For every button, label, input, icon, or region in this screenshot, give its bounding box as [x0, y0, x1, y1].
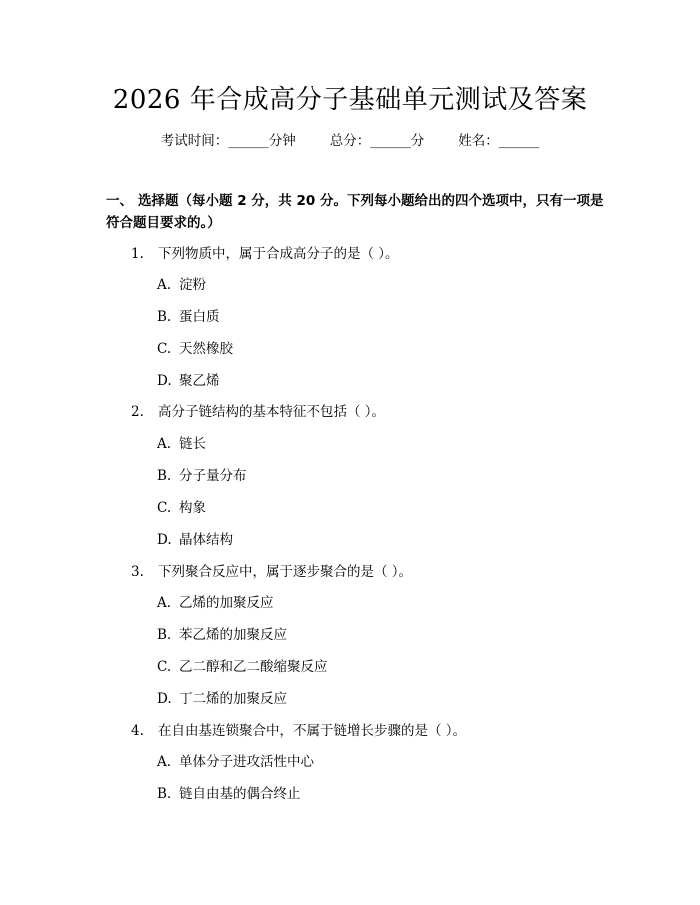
question-text: 下列聚合反应中，属于逐步聚合的是（ ）。 [158, 564, 413, 580]
option-letter: B. [157, 309, 172, 325]
option-text: 晶体结构 [179, 532, 233, 548]
option-text: 乙二醇和乙二酸缩聚反应 [179, 659, 328, 675]
option-2b [157, 466, 247, 486]
option-3d [157, 689, 287, 709]
question-4 [131, 721, 466, 741]
option-letter: C. [157, 500, 172, 516]
page-title: 2026 年合成高分子基础单元测试及答案 [112, 85, 588, 115]
option-letter: B. [157, 627, 172, 643]
exam-total-score: 总分：______分 [329, 133, 425, 149]
option-2a [157, 434, 206, 454]
question-text: 下列物质中，属于合成高分子的是（ ）。 [158, 246, 399, 262]
option-2d [157, 530, 233, 550]
option-text: 苯乙烯的加聚反应 [179, 627, 287, 643]
option-3b [157, 625, 287, 645]
option-letter: D. [157, 532, 172, 548]
option-text: 构象 [179, 500, 206, 516]
section-heading [106, 190, 606, 234]
option-letter: C. [157, 659, 172, 675]
option-text: 链自由基的偶合终止 [179, 786, 301, 802]
option-text: 蛋白质 [179, 309, 220, 325]
option-text: 链长 [179, 436, 206, 452]
option-1b [157, 307, 220, 327]
question-3 [131, 562, 412, 582]
option-letter: B. [157, 786, 172, 802]
option-letter: A. [157, 754, 172, 770]
option-1c [157, 339, 233, 359]
option-letter: D. [157, 373, 172, 389]
exam-time: 考试时间：______分钟 [160, 133, 296, 149]
question-1 [131, 244, 399, 264]
question-text: 在自由基连锁聚合中，不属于链增长步骤的是（ ）。 [158, 723, 467, 739]
option-3a [157, 593, 274, 613]
question-number: 4. [131, 723, 144, 739]
question-number: 1. [131, 246, 144, 262]
question-number: 2. [131, 404, 144, 420]
option-text: 聚乙烯 [179, 373, 220, 389]
option-letter: D. [157, 691, 172, 707]
exam-meta [0, 131, 700, 151]
question-2 [131, 402, 385, 422]
option-text: 乙烯的加聚反应 [179, 595, 274, 611]
option-text: 分子量分布 [179, 468, 247, 484]
student-name: 姓名：______ [458, 133, 540, 149]
option-letter: B. [157, 468, 172, 484]
option-letter: A. [157, 277, 172, 293]
option-text: 丁二烯的加聚反应 [179, 691, 287, 707]
option-text: 单体分子进攻活性中心 [179, 754, 314, 770]
option-4a [157, 752, 314, 772]
option-2c [157, 498, 206, 518]
question-number: 3. [131, 564, 144, 580]
option-text: 天然橡胶 [179, 341, 233, 357]
option-text: 淀粉 [179, 277, 206, 293]
option-1d [157, 371, 220, 391]
option-4b [157, 784, 301, 804]
section-text: 选择题（每小题 2 分，共 20 分。下列每小题给出的四个选项中，只有一项是符合题目要求的。） [106, 193, 604, 231]
option-3c [157, 657, 328, 677]
option-letter: A. [157, 595, 172, 611]
question-text: 高分子链结构的基本特征不包括（ ）。 [158, 404, 386, 420]
option-1a [157, 275, 206, 295]
section-number: 一、 [106, 193, 133, 209]
option-letter: C. [157, 341, 172, 357]
option-letter: A. [157, 436, 172, 452]
